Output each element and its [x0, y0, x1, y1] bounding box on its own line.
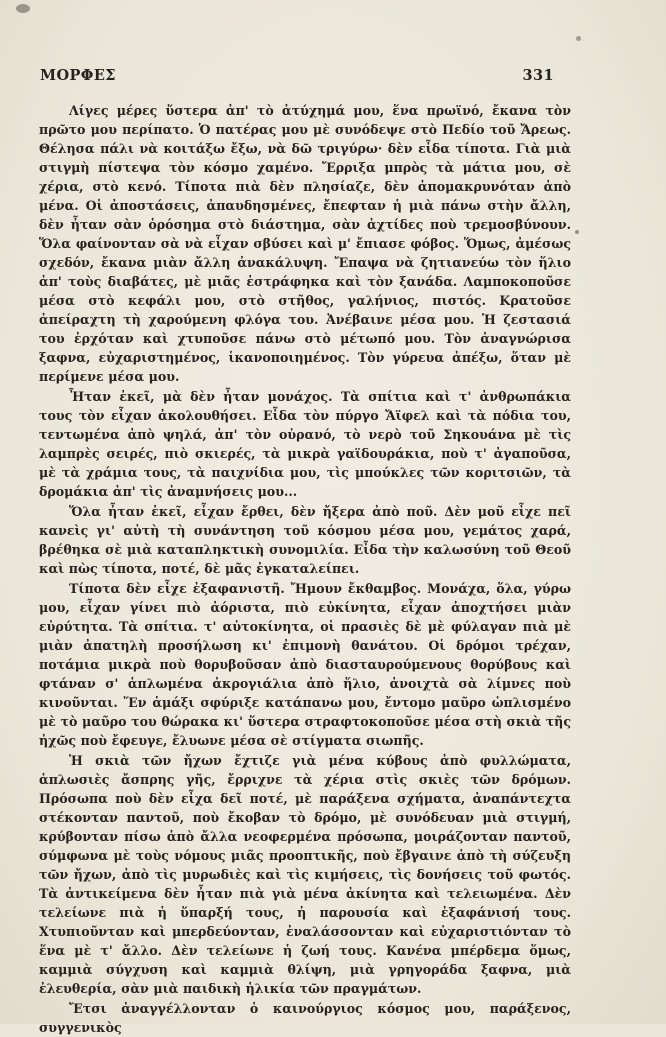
page-header: [40, 67, 554, 84]
ink-spot: [16, 4, 30, 13]
running-title: ΜΟΡΦΕΣ: [40, 67, 116, 84]
paragraph: Ἦταν ἐκεῖ, μὰ δὲν ἦταν μονάχος. Τὰ σπίτια καὶ τ' ἀνθρωπάκια τους τὸν εἶχαν ἀκολουθήσει. Εἶδα τὸν πύργο Ἄϊφελ καὶ τὰ πόδια του, τεντωμένα ἀπὸ ψηλά, ἀπ' τὸν οὐρανό, τὸ νερὸ τοῦ Σηκουάνα μὲ τὶς λαμπρὲς σειρές, πιὸ σκιερές, τὰ μικρὰ γαϊδουράκια, ποὺ τ' ἀγαποῦσα, μὲ τὰ χράμια τους, τὰ παιχνίδια μου, τὶς μπούκλες τῶν κοριτσιῶν, τὰ δρομάκια ἀπ' τὶς ἀναμνήσεις μου...: [39, 389, 571, 499]
paragraph: Ἔτσι ἀναγγέλλονταν ὁ καινούργιος κόσμος μου, παράξενος, συγγενικὸς: [39, 1001, 571, 1035]
paragraph: Ὅλα ἦταν ἐκεῖ, εἶχαν ἔρθει, δὲν ἤξερα ἀπὸ ποῦ. Δὲν μοῦ εἶχε πεῖ κανεὶς γι' αὐτὴ τὴ συνάντηση τοῦ κόσμου μέσα μου, γεμάτος χαρά, βρέθηκα σὲ μιὰ καταπληκτικὴ συνομιλία. Εἶδα τὴν καλωσύνη τοῦ Θεοῦ καὶ πὼς τίποτα, ποτέ, δὲ μᾶς ἐγκαταλείπει.: [39, 504, 571, 576]
ink-spot: [575, 230, 579, 234]
ink-spot: [576, 36, 581, 41]
body-text: [39, 101, 571, 1037]
paragraph: Ἡ σκιὰ τῶν ἤχων ἔχτιζε γιὰ μένα κύβους ἀπὸ φυλλώματα, ἁπλωσιὲς ἄσπρης γῆς, ἔρριχνε τὰ χέρια στὶς σκιὲς τῶν δρόμων. Πρόσωπα ποὺ δὲν εἶχα δεῖ ποτέ, μὲ παράξενα σχήματα, ἀναπάντεχτα στέκονταν παντοῦ, ποὺ ἔκοβαν τὸ δρόμο, μὲ συνόδευαν μιὰ στιγμή, κρύβονταν πίσω ἀπὸ ἄλλα νεοφερμένα πρόσωπα, μοιράζονταν παντοῦ, σύμφωνα μὲ τοὺς νόμους μιᾶς προοπτικῆς, ποὺ ἔβγαινε ἀπὸ τὴ σύζευξη τῶν ἤχων, ἀπὸ τὶς μυρωδιὲς καὶ τὶς κιμήσεις, τὶς δονήσεις τοῦ φωτός. Τὰ ἀντικείμενα δὲν ἦταν πιὰ γιὰ μένα ἀκίνητα καὶ τελειωμένα. Δὲν τελείωνε πιὰ ἡ ὕπαρξή τους, ἡ παρουσία καὶ ἐξαφάνισή τους. Χτυπιοῦνταν καὶ μπερδεύονταν, ἐναλάσσονταν καὶ εὐχαριστιόνταν τὸ ἕνα μὲ τ' ἄλλο. Δὲν τελείωνε ἡ ζωή τους. Κανένα μπέρδεμα ὅμως, καμμιὰ σύγχυση καὶ καμμιὰ θλίψη, μιὰ γρηγοράδα ξαφνα, μιὰ ἐλευθερία, σὰν μιὰ παιδικὴ ἡλικία τῶν πραγμάτων.: [39, 753, 571, 996]
paragraph: Τίποτα δὲν εἶχε ἐξαφανιστῆ. Ἤμουν ἔκθαμβος. Μονάχα, ὅλα, γύρω μου, εἶχαν γίνει πιὸ ἀόριστα, πιὸ εὐκίνητα, εἶχαν ἀποχτήσει μιὰν εὐρύτητα. Τὰ σπίτια. τ' αὐτοκίνητα, οἱ πρασιὲς δὲ μὲ φύλαγαν πιὰ μὲ μιὰν ἀπατηλὴ προσήλωση κι' ἐπιμονὴ θανάτου. Οἱ δρόμοι τρέχαν, ποτάμια μικρὰ ποὺ θορυβοῦσαν ἀπὸ διασταυρούμενους θορύβους καὶ φτάναν σ' ἁπλωμένα ἀκρογιάλια ἀπὸ ἥλιο, ἀνοιχτὰ σὰ λίμνες ποὺ κινοῦνται. Ἕν ἁμάξι σφύριξε κατάπανω μου, ἔντομο μαῦρο ὡπλισμένο μὲ τὸ μαῦρο του θώρακα κι' ὕστερα στραφτοκοποῦσε μέσα στὴ σκιὰ τῆς ἠχῶς ποὺ ἔφευγε, ἔλυωνε μέσα σὲ στίγματα σιωπῆς.: [39, 581, 571, 748]
paragraph: Λίγες μέρες ὕστερα ἀπ' τὸ ἀτύχημά μου, ἕνα πρωϊνό, ἔκανα τὸν πρῶτο μου περίπατο. Ὁ πατέρας μου μὲ συνόδεψε στὸ Πεδίο τοῦ Ἄρεως. Θέλησα πάλι νὰ κοιτάξω ἔξω, νὰ δῶ τριγύρω· δὲν εἶδα τίποτα. Γιὰ μιὰ στιγμὴ πίστεψα τὸν κόσμο χαμένο. Ἔρριξα μπρὸς τὰ μάτια μου, σὲ χέρια, στὸ κενό. Τίποτα πιὰ δὲν πλησίαζε, δὲν ἀπομακρυνόταν ἀπὸ μένα. Οἱ ἀποστάσεις, ἀπαυδησμένες, ἔπεφταν ἡ μιὰ πάνω στὴν ἄλλη, δὲν ἦταν σὰν ὁρόσημα στὸ διάστημα, σὰν ἀχτίδες ποὺ τρεμοσβύνουν. Ὅλα φαίνονταν σὰ νὰ εἶχαν σβύσει καὶ μ' ἔπιασε φόβος. Ὅμως, ἀμέσως σχεδόν, ἔκανα μιὰν ἄλλη ἀνακάλυψη. Ἔπαψα νὰ ζητιανεύω τὸν ἥλιο ἀπ' τοὺς διαβάτες, μὲ μιᾶς ἐστράφηκα καὶ τὸν ξανάδα. Λαμποκοποῦσε μέσα στὸ κεφάλι μου, στὸ στῆθος, γαλήνιος, πιστός. Κρατοῦσε ἀπείραχτη τὴ χαρούμενη φλόγα του. Ἀνέβαινε μέσα μου. Ἡ ζεστασιά του ἐρχόταν καὶ χτυποῦσε πάνω στὸ μέτωπό μου. Τὸν ἀναγνώρισα ξαφνα, εὐχαριστημένος, ἱκανοποιημένος. Τὸν γύρευα ἀπέξω, ὅταν μὲ περίμενε μέσα μου.: [39, 103, 571, 384]
page-number: 331: [522, 67, 554, 84]
